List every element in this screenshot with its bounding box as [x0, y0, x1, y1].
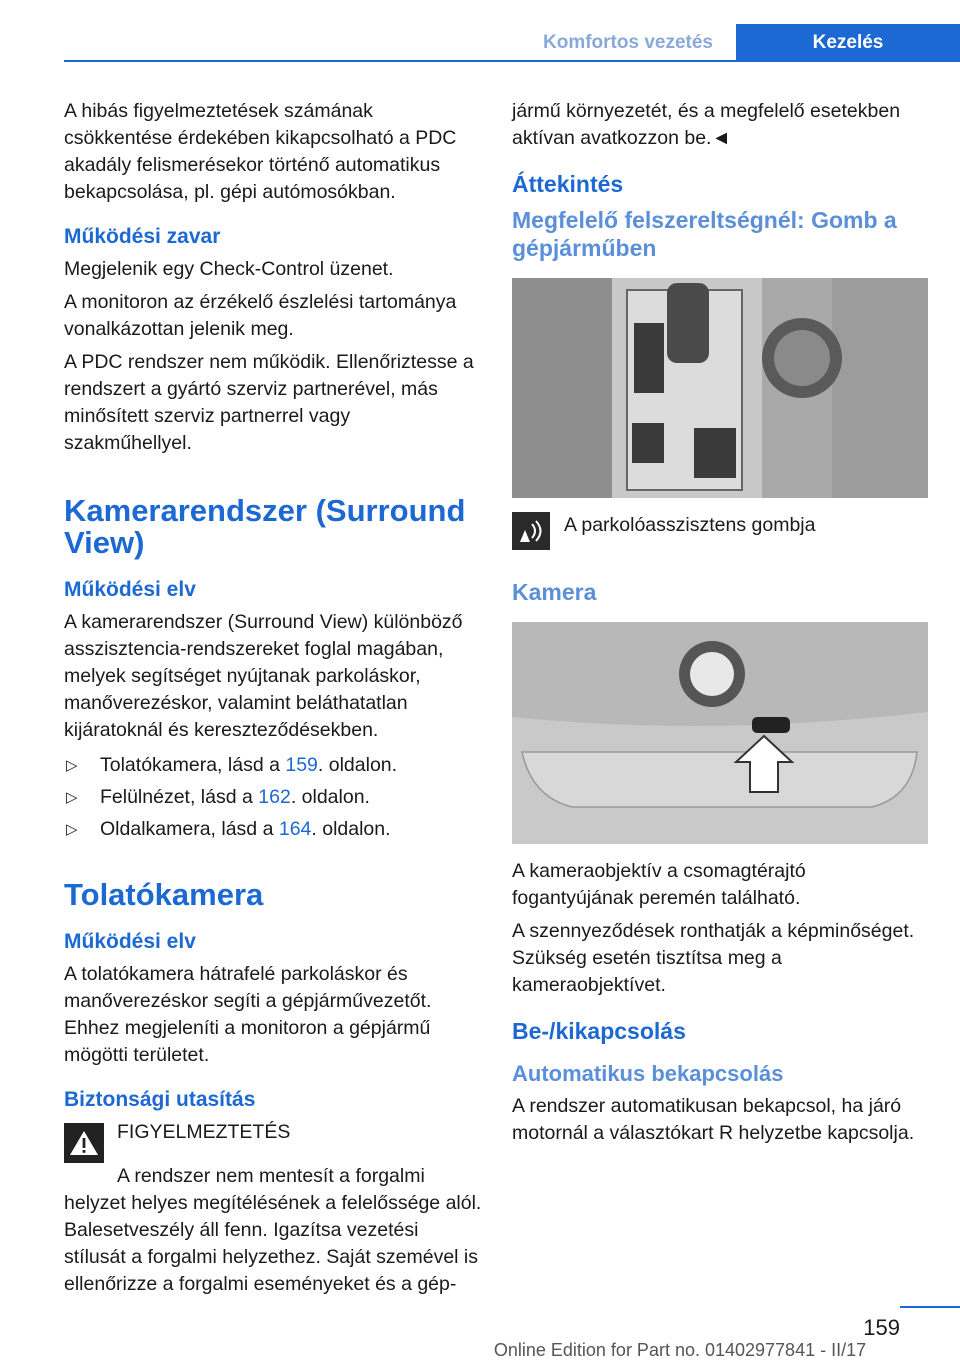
list-item: ▷ Oldalkamera, lásd a 164. oldalon.: [64, 816, 482, 843]
page-link[interactable]: 159: [285, 754, 318, 776]
camera-system-title: Kamerarendszer (Surround View): [64, 493, 466, 560]
overview-heading: Áttekintés: [512, 171, 624, 197]
page-link[interactable]: 164: [278, 818, 312, 840]
trunk-camera-photo: [512, 622, 928, 844]
header-rule: [64, 60, 960, 62]
list-item: ▷ Felülnézet, lásd a 162. oldalon.: [64, 784, 482, 811]
page-number: 159: [863, 1315, 900, 1340]
right-column: [512, 98, 930, 1153]
camera-system-principle-heading: Működési elv: [64, 578, 196, 601]
camera-paragraph-1: A kameraobjektív a csomagtérajtó fogantyújának peremén található.: [512, 860, 806, 909]
camera-system-principle-text: A kamerarendszer (Surround View) különböző asszisztencia-rendszereket foglal magában, melyek segítséget nyújtanak parkoláskor, manőverezéskor, valamint beláthatatlan kijáratoknál és kereszteződésekben.: [64, 611, 463, 741]
equipment-heading: Megfelelő felszereltségnél: Gomb a gépjárműben: [512, 207, 897, 261]
page-link[interactable]: 162: [258, 786, 291, 808]
safety-heading: Biztonsági utasítás: [64, 1088, 256, 1111]
malfunction-paragraph-1: Megjelenik egy Check-Control üzenet.: [64, 258, 394, 280]
rear-camera-principle-text: A tolatókamera hátrafelé parkoláskor és manőverezéskor segíti a gépjárművezetőt. Ehhez megjeleníti a monitoron a gépjármű mögötti területet.: [64, 963, 432, 1066]
auto-paragraph: A rendszer automatikusan bekapcsol, ha járó motornál a választókart R helyzetbe kapcsolja.: [512, 1095, 915, 1144]
edition-footer: Online Edition for Part no. 01402977841 - II/17: [493, 1340, 867, 1360]
intro-paragraph: A hibás figyelmeztetések számának csökkentése érdekében kikapcsolható a PDC akadály felismerésekor történő automatikus bekapcsolása, pl. gépi autómosókban.: [64, 100, 457, 203]
warning-block: [64, 1119, 482, 1163]
camera-paragraph-2: A szennyeződések ronthatják a képminőséget. Szükség esetén tisztítsa meg a kameraobjektívet.: [512, 920, 915, 996]
onoff-heading: Be-/kikapcsolás: [512, 1018, 686, 1044]
pdc-button-caption-row: [512, 512, 930, 550]
camera-system-list: [64, 752, 482, 843]
warning-label: FIGYELMEZTETÉS: [117, 1121, 291, 1143]
parking-assistant-button-icon: [512, 512, 550, 550]
header-chapter-tab: Kezelés: [736, 24, 960, 62]
rear-camera-principle-heading: Működési elv: [64, 930, 196, 953]
button-caption: A parkolóasszisztens gombja: [564, 514, 816, 536]
warning-text: A rendszer nem mentesít a forgalmi helyzet helyes megítélésének a felelőssége alól. Balesetveszély áll fenn. Igazítsa vezetési stílusát a forgalmi helyzethez. Saját szemével is ellenőrizze a forgalmi eseményeket és a gép-: [64, 1165, 482, 1295]
malfunction-heading: Működési zavar: [64, 225, 221, 248]
camera-heading: Kamera: [512, 579, 597, 605]
warning-triangle-icon: [64, 1123, 104, 1163]
rear-camera-title: Tolatókamera: [64, 877, 264, 912]
continuation-paragraph: jármű környezetét, és a megfelelő esetekben aktívan avatkozzon be.◄: [512, 100, 901, 149]
list-item: ▷ Tolatókamera, lásd a 159. oldalon.: [64, 752, 482, 779]
triangle-bullet-icon: ▷: [66, 821, 78, 838]
console-button-photo: [512, 278, 928, 498]
auto-heading: Automatikus bekapcsolás: [512, 1061, 784, 1086]
header-section-tab: Komfortos vezetés: [543, 32, 713, 53]
triangle-bullet-icon: ▷: [66, 789, 78, 806]
left-column: [64, 98, 482, 1304]
footer-rule: [900, 1306, 960, 1308]
malfunction-paragraph-3: A PDC rendszer nem működik. Ellenőriztesse a rendszert a gyártó szerviz partnerével, más minősített szerviz partnerrel vagy szakműhellyel.: [64, 351, 474, 454]
malfunction-paragraph-2: A monitoron az érzékelő észlelési tartománya vonalkázottan jelenik meg.: [64, 291, 457, 340]
triangle-bullet-icon: ▷: [66, 757, 78, 774]
